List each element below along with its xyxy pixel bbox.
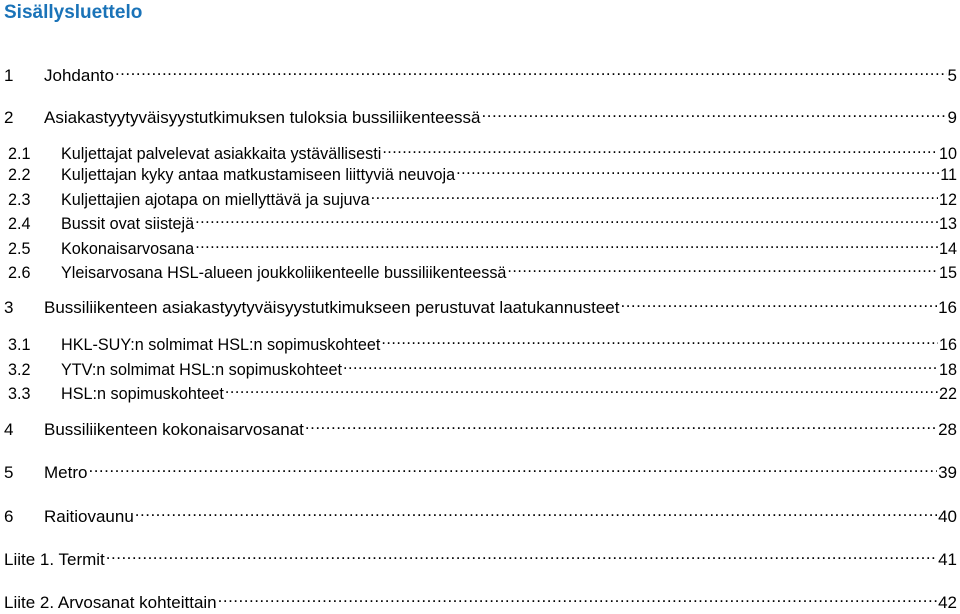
toc-entry-page: 13	[938, 215, 957, 233]
toc-entry-page: 28	[938, 420, 957, 439]
toc-entry-page: 42	[938, 593, 957, 612]
toc-entry[interactable]	[4, 291, 957, 317]
toc-entry[interactable]	[8, 158, 957, 184]
toc-entry-text: Asiakastyytyväisyystutkimuksen tuloksia bussiliikenteessä	[44, 108, 481, 127]
toc-entry-number: 3.2	[8, 361, 31, 379]
toc-entry-page: 41	[938, 550, 957, 569]
dot-leader	[482, 101, 947, 123]
toc-entry-number: 2	[4, 108, 14, 127]
toc-entry-number: 3	[4, 298, 14, 317]
dot-leader	[382, 137, 938, 159]
toc-entry-page: 39	[938, 463, 957, 482]
toc-entry-number: 6	[4, 507, 14, 526]
toc-entry[interactable]	[4, 500, 957, 526]
toc-entry-page: 22	[938, 385, 957, 403]
toc-entry-page: 16	[938, 298, 957, 317]
toc-entry-text: Bussiliikenteen asiakastyytyväisyystutkimukseen perustuvat laatukannusteet	[44, 298, 620, 317]
dot-leader	[305, 413, 937, 435]
toc-entry-number: 2.6	[8, 264, 31, 282]
toc-entry[interactable]	[8, 232, 957, 258]
dot-leader	[115, 59, 947, 81]
dot-leader	[195, 232, 938, 254]
dot-leader	[88, 456, 937, 478]
toc-entry[interactable]	[8, 137, 957, 163]
toc-entry[interactable]	[8, 207, 957, 233]
dot-leader	[343, 353, 938, 375]
toc-entry-text: Metro	[44, 463, 88, 482]
toc-entry-page: 16	[938, 336, 957, 354]
toc-entry-number: 3.1	[8, 336, 31, 354]
toc-entry-text: Bussit ovat siistejä	[61, 215, 195, 233]
toc-entry-number: 2.4	[8, 215, 31, 233]
dot-leader	[106, 543, 937, 565]
toc-entry-page: 11	[940, 166, 957, 184]
toc-entry-page: 14	[938, 240, 957, 258]
toc-entry-text: Bussiliikenteen kokonaisarvosanat	[44, 420, 304, 439]
toc-entry[interactable]	[8, 328, 957, 354]
toc-title: Sisällysluettelo	[4, 2, 143, 23]
dot-leader	[371, 183, 938, 205]
toc-entry-page: 12	[938, 191, 957, 209]
toc-entry-text: Raitiovaunu	[44, 507, 134, 526]
toc-entry-page: 18	[938, 361, 957, 379]
toc-entry-page: 10	[938, 145, 957, 163]
toc-entry-text: Liite 2. Arvosanat kohteittain	[4, 593, 217, 612]
toc-entry-page: 5	[947, 66, 957, 85]
dot-leader	[225, 377, 938, 399]
toc-entry-number: 2.2	[8, 166, 31, 184]
toc-entry-page: 40	[938, 507, 957, 526]
dot-leader	[218, 586, 937, 608]
toc-entry-text: YTV:n solmimat HSL:n sopimuskohteet	[61, 361, 342, 379]
toc-entry[interactable]	[4, 543, 957, 569]
toc-entry-number: 1	[4, 66, 14, 85]
toc-entry-text: Johdanto	[44, 66, 114, 85]
toc-entry-number: 2.3	[8, 191, 31, 209]
dot-leader	[507, 256, 938, 278]
toc-entry-text: Kuljettajat palvelevat asiakkaita ystävällisesti	[61, 145, 382, 163]
toc-entry[interactable]	[4, 456, 957, 482]
toc-entry[interactable]	[4, 413, 957, 439]
dot-leader	[195, 207, 938, 229]
dot-leader	[620, 291, 937, 313]
toc-entry[interactable]	[8, 377, 957, 403]
toc-entry[interactable]	[8, 256, 957, 282]
toc-entry[interactable]	[4, 101, 957, 127]
dot-leader	[456, 158, 939, 180]
toc-entry-page: 15	[938, 264, 957, 282]
toc-entry[interactable]	[4, 586, 957, 612]
toc-entry-text: Liite 1. Termit	[4, 550, 105, 569]
toc-entry[interactable]	[4, 59, 957, 85]
toc-entry[interactable]	[8, 353, 957, 379]
toc-entry-number: 5	[4, 463, 14, 482]
toc-entry-number: 3.3	[8, 385, 31, 403]
toc-entry-text: HKL-SUY:n solmimat HSL:n sopimuskohteet	[61, 336, 381, 354]
toc-entry-page: 9	[947, 108, 957, 127]
toc-entry-text: Kokonaisarvosana	[61, 240, 195, 258]
toc-entry-text: Kuljettajien ajotapa on miellyttävä ja sujuva	[61, 191, 370, 209]
toc-entry-number: 4	[4, 420, 14, 439]
dot-leader	[135, 500, 937, 522]
toc-entry[interactable]	[8, 183, 957, 209]
toc-entry-text: HSL:n sopimuskohteet	[61, 385, 224, 403]
toc-entry-text: Yleisarvosana HSL-alueen joukkoliikenteelle bussiliikenteessä	[61, 264, 507, 282]
dot-leader	[381, 328, 938, 350]
toc-entry-text: Kuljettajan kyky antaa matkustamiseen liittyviä neuvoja	[61, 166, 456, 184]
toc-entry-number: 2.5	[8, 240, 31, 258]
toc-entry-number: 2.1	[8, 145, 31, 163]
